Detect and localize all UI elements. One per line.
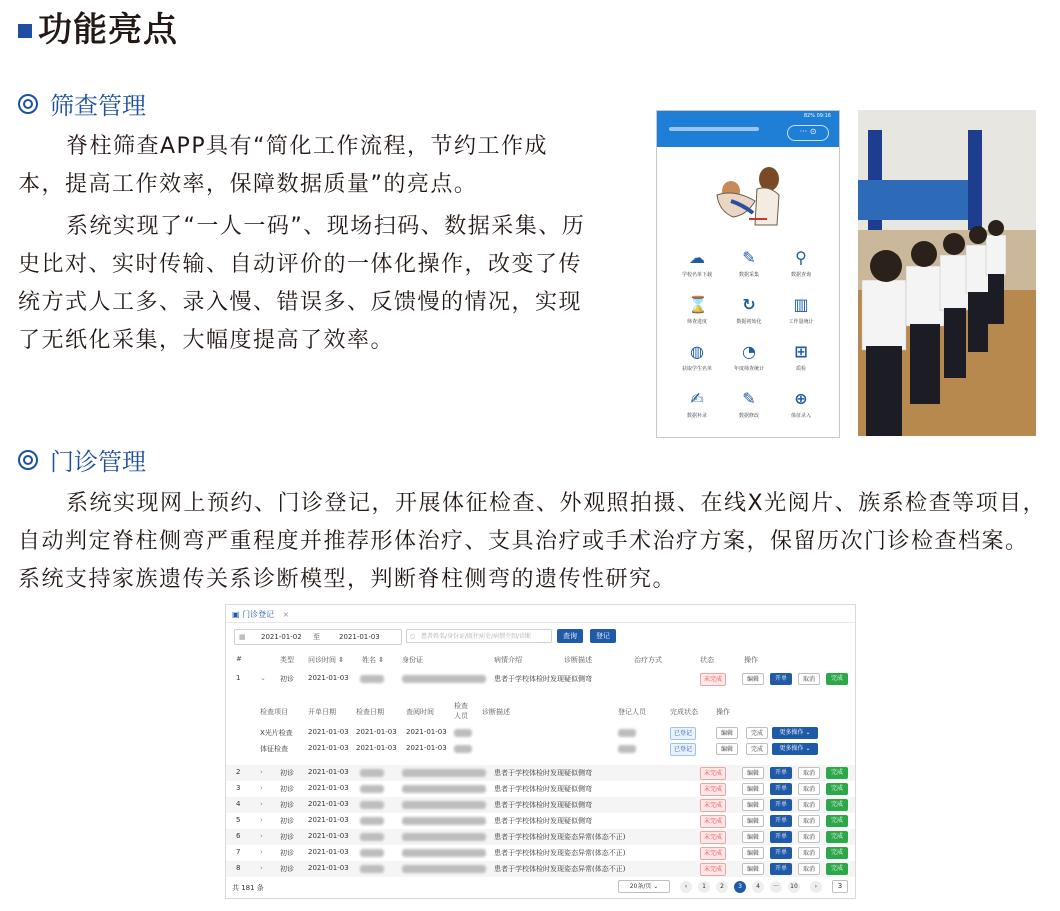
patient-name-redacted (360, 817, 384, 825)
edit-button[interactable]: 编辑 (742, 799, 764, 811)
status-badge: 未完成 (700, 767, 726, 780)
sub-column-header: 操作 (716, 708, 730, 716)
more-actions-button[interactable]: 更多操作 ⌄ (772, 743, 818, 755)
page-size-select[interactable]: 20条/页 ⌄ (618, 880, 670, 893)
phone-menu-item[interactable] (775, 390, 827, 419)
visit-type: 初诊 (280, 817, 294, 825)
visit-date: 2021-01-03 (308, 864, 349, 872)
tab-label: 门诊登记 (242, 610, 275, 619)
tab-close-icon[interactable]: × (282, 610, 290, 619)
order-button[interactable]: 开单 (770, 863, 792, 875)
done-button[interactable]: 完成 (826, 831, 848, 843)
section-heading-clinic (18, 442, 146, 477)
phone-menu-label: 年度筛查统计 (733, 366, 764, 372)
title-square-icon (18, 24, 32, 38)
order-button[interactable]: 开单 (770, 767, 792, 779)
condition-description: 患者于学校体检时发现 (494, 849, 564, 857)
patient-name-redacted (360, 675, 384, 683)
visit-date: 2021-01-03 (308, 800, 349, 808)
refresh-icon: ↻ (742, 295, 756, 314)
row-number: 4 (236, 800, 241, 808)
total-count: 共 181 条 (232, 884, 264, 892)
status-badge: 未完成 (700, 831, 726, 844)
page-button[interactable]: 4 (752, 881, 764, 893)
visit-date: 2021-01-03 (308, 674, 349, 682)
page-button[interactable]: ‹ (680, 881, 692, 893)
order-button[interactable]: 开单 (770, 847, 792, 859)
phone-menu-item[interactable] (671, 296, 723, 325)
phone-menu-item[interactable] (671, 249, 723, 278)
table-row[interactable] (226, 861, 855, 877)
column-header[interactable]: 姓名 ⇕ (362, 656, 385, 664)
sub-column-header: 检查日期 (356, 708, 384, 716)
page-button[interactable]: ··· (770, 881, 782, 893)
tab-clinic-registration[interactable] (232, 609, 289, 620)
id-number-redacted (402, 865, 486, 873)
expand-chevron-icon[interactable]: › (260, 832, 263, 840)
status-badge: 未完成 (700, 673, 726, 686)
visit-date: 2021-01-03 (308, 832, 349, 840)
expand-chevron-icon[interactable]: ⌄ (260, 674, 266, 682)
diagnosis: 姿态异常(体态不正) (564, 865, 626, 873)
phone-menu-item[interactable] (671, 343, 723, 372)
column-header[interactable]: 诊断描述 (564, 656, 592, 664)
review-date: 2021-01-03 (406, 744, 447, 752)
registrar-redacted (618, 729, 636, 737)
phone-menu-item[interactable] (671, 390, 723, 419)
condition-description: 患者于学校体检时发现 (494, 785, 564, 793)
pie-chart-icon: ◔ (742, 342, 756, 361)
detail-row[interactable] (226, 725, 855, 741)
patient-name-redacted (360, 769, 384, 777)
edit-doc-icon: ✍ (690, 389, 704, 408)
phone-menu-label: 数据初始化 (736, 319, 762, 325)
order-button[interactable]: 开单 (770, 831, 792, 843)
visit-type: 初诊 (280, 849, 294, 857)
row-number: 8 (236, 864, 241, 872)
patient-name-redacted (360, 833, 384, 841)
sub-column-header: 完成状态 (670, 708, 698, 716)
condition-description: 患者于学校体检时发现 (494, 675, 564, 683)
search-icon: ○ (410, 633, 416, 640)
column-header[interactable]: 类型 (280, 656, 294, 664)
id-number-redacted (402, 817, 486, 825)
row-number: 7 (236, 848, 241, 856)
column-header[interactable]: 身份证 (402, 656, 423, 664)
phone-menu-item[interactable] (723, 249, 775, 278)
phone-menu-label: 数据补录 (686, 413, 707, 419)
paragraph: 脊柱筛查APP具有“简化工作流程，节约工作成本，提高工作效率，保障数据质量”的亮点。 (18, 134, 548, 197)
edit-button[interactable]: 编辑 (716, 727, 738, 739)
condition-description: 患者于学校体检时发现 (494, 801, 564, 809)
order-button[interactable]: 开单 (770, 799, 792, 811)
exam-item: X光片检查 (260, 729, 293, 737)
cancel-button[interactable]: 取消 (798, 767, 820, 779)
edit-button[interactable]: 编辑 (742, 783, 764, 795)
sub-column-header: 查阅时间 (406, 708, 434, 716)
phone-menu-label: 数据查询 (790, 272, 811, 278)
registered-badge: 已登记 (670, 727, 696, 740)
globe-icon: ◍ (690, 342, 704, 361)
examiner-redacted (454, 745, 472, 753)
diagnosis: 姿态异常(体态不正) (564, 833, 626, 841)
register-button[interactable]: 登记 (590, 629, 616, 643)
column-header[interactable]: 问诊时间 ⇕ (308, 656, 345, 664)
more-actions-button[interactable]: 更多操作 ⌄ (772, 727, 818, 739)
status-badge: 未完成 (700, 815, 726, 828)
detail-row[interactable] (226, 741, 855, 757)
id-number-redacted (402, 769, 486, 777)
visit-date: 2021-01-03 (308, 784, 349, 792)
phone-menu-grid (671, 249, 827, 419)
phone-menu-item[interactable] (775, 343, 827, 372)
edit-button[interactable]: 编辑 (742, 815, 764, 827)
cancel-button[interactable]: 取消 (798, 863, 820, 875)
spine-exam-illustration (697, 161, 797, 233)
page-button[interactable]: 2 (716, 881, 728, 893)
visit-type: 初诊 (280, 865, 294, 873)
page-button[interactable]: 10 (788, 881, 800, 893)
sub-column-header: 登记人员 (618, 708, 646, 716)
phone-menu-label: 数据采集 (738, 272, 759, 278)
order-button[interactable]: 开单 (770, 783, 792, 795)
cancel-button[interactable]: 取消 (798, 815, 820, 827)
patient-name-redacted (360, 865, 384, 873)
done-button[interactable]: 完成 (826, 767, 848, 779)
phone-menu-label: 获取学生名单 (681, 366, 712, 372)
divider (226, 622, 855, 623)
sub-column-header: 检查人员 (454, 702, 468, 720)
phone-menu-label: 数据修改 (738, 413, 759, 419)
visit-date: 2021-01-03 (308, 816, 349, 824)
expand-chevron-icon[interactable]: › (260, 816, 263, 824)
briefcase-icon: ▣ (232, 610, 240, 619)
phone-menu-item[interactable] (775, 296, 827, 325)
section-heading-screening (18, 86, 146, 121)
students-queue-photo (858, 110, 1036, 436)
patient-name-redacted (360, 849, 384, 857)
done-button[interactable]: 完成 (826, 783, 848, 795)
status-badge: 未完成 (700, 783, 726, 796)
row-number: 1 (236, 674, 241, 682)
cancel-button[interactable]: 取消 (798, 831, 820, 843)
search-placeholder: 患者姓名/身份证/既往病史/病情介绍/诊断 (421, 633, 532, 640)
edit-button[interactable]: 编辑 (742, 673, 764, 685)
cancel-button[interactable]: 取消 (798, 847, 820, 859)
phone-title-bar (669, 127, 759, 131)
calendar-icon: ▦ (239, 633, 246, 641)
order-button[interactable]: 开单 (770, 673, 792, 685)
diagnosis: 疑似侧弯 (564, 675, 592, 683)
diagnosis: 姿态异常(体态不正) (564, 849, 626, 857)
visit-date: 2021-01-03 (308, 768, 349, 776)
phone-menu-label: 学校名单下载 (681, 272, 712, 278)
section-heading-text: 门诊管理 (50, 448, 146, 476)
registered-badge: 已登记 (670, 743, 696, 756)
table-row[interactable] (226, 813, 855, 829)
condition-description: 患者于学校体检时发现 (494, 769, 564, 777)
expand-chevron-icon[interactable]: › (260, 864, 263, 872)
plus-circle-icon: ⊕ (794, 389, 808, 408)
cancel-button[interactable]: 取消 (798, 783, 820, 795)
edit-button[interactable]: 编辑 (742, 863, 764, 875)
done-button[interactable]: 完成 (826, 799, 848, 811)
page-title-text: 功能亮点 (38, 10, 178, 50)
visit-date: 2021-01-03 (308, 848, 349, 856)
diagnosis: 疑似侧弯 (564, 769, 592, 777)
phone-menu-label: 工作量统计 (788, 319, 814, 325)
phone-header (657, 111, 839, 147)
status-badge: 未完成 (700, 799, 726, 812)
table-row[interactable] (226, 845, 855, 861)
edit-button[interactable]: 编辑 (742, 847, 764, 859)
visit-type: 初诊 (280, 833, 294, 841)
date-separator: 至 (313, 633, 320, 641)
expand-chevron-icon[interactable]: › (260, 848, 263, 856)
phone-menu-label: 体征录入 (790, 413, 811, 419)
sub-column-header: 开单日期 (308, 708, 336, 716)
search-icon: ⚲ (795, 248, 807, 267)
diagnosis: 疑似侧弯 (564, 785, 592, 793)
cancel-button[interactable]: 取消 (798, 673, 820, 685)
condition-description: 患者于学校体检时发现 (494, 833, 564, 841)
bar-chart-icon: ▥ (793, 295, 809, 314)
visit-type: 初诊 (280, 769, 294, 777)
phone-menu-item[interactable] (723, 343, 775, 372)
table-row[interactable] (226, 781, 855, 797)
done-button[interactable]: 完成 (826, 815, 848, 827)
condition-description: 患者于学校体检时发现 (494, 817, 564, 825)
row-number: 6 (236, 832, 241, 840)
exam-date: 2021-01-03 (356, 744, 397, 752)
expand-chevron-icon[interactable]: › (260, 784, 263, 792)
plus-square-icon: ⊞ (794, 342, 808, 361)
id-number-redacted (402, 675, 486, 683)
edit-button[interactable]: 编辑 (716, 743, 738, 755)
paragraph: 系统实现网上预约、门诊登记，开展体征检查、外观照拍摄、在线X光阅片、族系检查等项目，自动判定脊柱侧弯严重程度并推荐形体治疗、支具治疗或手术治疗方案，保留历次门诊检查档案。系统支持家族遗传关系诊断模型，判断脊柱侧弯的遗传性研究。 (18, 491, 1047, 592)
page-button[interactable]: 3 (734, 881, 746, 893)
edit-button[interactable]: 编辑 (742, 831, 764, 843)
visit-type: 初诊 (280, 801, 294, 809)
paragraph: 系统实现了“一人一码”、现场扫码、数据采集、历史比对、实时传输、自动评价的一体化操作，改变了传统方式人工多、录入慢、错误多、反馈慢的情况，实现了无纸化采集，大幅度提高了效率。 (18, 214, 586, 353)
phone-menu-button[interactable]: ··· ⊙ (787, 125, 829, 141)
goto-page-input[interactable]: 3 (832, 880, 848, 893)
visit-type: 初诊 (280, 675, 294, 683)
diagnosis: 疑似侧弯 (564, 817, 592, 825)
column-header[interactable]: # (236, 655, 242, 663)
status-badge: 未完成 (700, 847, 726, 860)
column-header[interactable]: 操作 (744, 656, 758, 664)
page-title (18, 2, 178, 51)
status-badge: 未完成 (700, 863, 726, 876)
table-row[interactable] (226, 829, 855, 845)
row-number: 5 (236, 816, 241, 824)
date-range-picker[interactable] (234, 629, 402, 645)
id-number-redacted (402, 801, 486, 809)
table-row[interactable] (226, 671, 855, 687)
clinic-registration-panel (225, 604, 856, 899)
diagnosis: 疑似侧弯 (564, 801, 592, 809)
expand-chevron-icon[interactable]: › (260, 768, 263, 776)
date-end: 2021-01-03 (339, 633, 380, 641)
section-heading-text: 筛查管理 (50, 92, 146, 120)
column-header[interactable]: 状态 (700, 656, 714, 664)
table-row[interactable] (226, 797, 855, 813)
date-start: 2021-01-02 (261, 633, 302, 641)
review-date: 2021-01-03 (406, 728, 447, 736)
table-row[interactable] (226, 765, 855, 781)
pen-icon: ✎ (742, 389, 756, 408)
phone-menu-label: 筛查进度 (686, 319, 707, 325)
column-header[interactable]: 病情介绍 (494, 656, 522, 664)
query-button[interactable]: 查询 (557, 629, 583, 643)
cancel-button[interactable]: 取消 (798, 799, 820, 811)
exam-item: 体征检查 (260, 745, 288, 753)
examiner-redacted (454, 729, 472, 737)
phone-menu-label: 质检 (795, 366, 806, 372)
double-circle-icon (18, 94, 38, 114)
search-input[interactable] (406, 629, 552, 643)
visit-type: 初诊 (280, 785, 294, 793)
patient-name-redacted (360, 785, 384, 793)
phone-menu-item[interactable] (723, 296, 775, 325)
done-button[interactable]: 完成 (746, 743, 768, 755)
order-button[interactable]: 开单 (770, 815, 792, 827)
done-button[interactable]: 完成 (826, 847, 848, 859)
done-button[interactable]: 完成 (746, 727, 768, 739)
order-date: 2021-01-03 (308, 744, 349, 752)
hourglass-icon: ⌛ (688, 295, 708, 314)
phone-menu-item[interactable] (723, 390, 775, 419)
condition-description: 患者于学校体检时发现 (494, 865, 564, 873)
page-button[interactable]: 1 (698, 881, 710, 893)
order-date: 2021-01-03 (308, 728, 349, 736)
exam-date: 2021-01-03 (356, 728, 397, 736)
page-button[interactable]: › (810, 881, 822, 893)
id-number-redacted (402, 785, 486, 793)
phone-screenshot (656, 110, 840, 438)
cloud-download-icon: ☁ (689, 248, 705, 267)
id-number-redacted (402, 849, 486, 857)
phone-menu-item[interactable] (775, 249, 827, 278)
column-header[interactable]: 治疗方式 (634, 656, 662, 664)
sub-column-header: 诊断描述 (482, 708, 510, 716)
registrar-redacted (618, 745, 636, 753)
row-number: 3 (236, 784, 241, 792)
done-button[interactable]: 完成 (826, 673, 848, 685)
patient-name-redacted (360, 801, 384, 809)
sub-column-header: 检查项目 (260, 708, 288, 716)
phone-status: 82% 09:16 (803, 113, 831, 119)
double-circle-icon (18, 450, 38, 470)
pen-icon: ✎ (742, 248, 756, 267)
done-button[interactable]: 完成 (826, 863, 848, 875)
expand-chevron-icon[interactable]: › (260, 800, 263, 808)
row-number: 2 (236, 768, 241, 776)
id-number-redacted (402, 833, 486, 841)
edit-button[interactable]: 编辑 (742, 767, 764, 779)
